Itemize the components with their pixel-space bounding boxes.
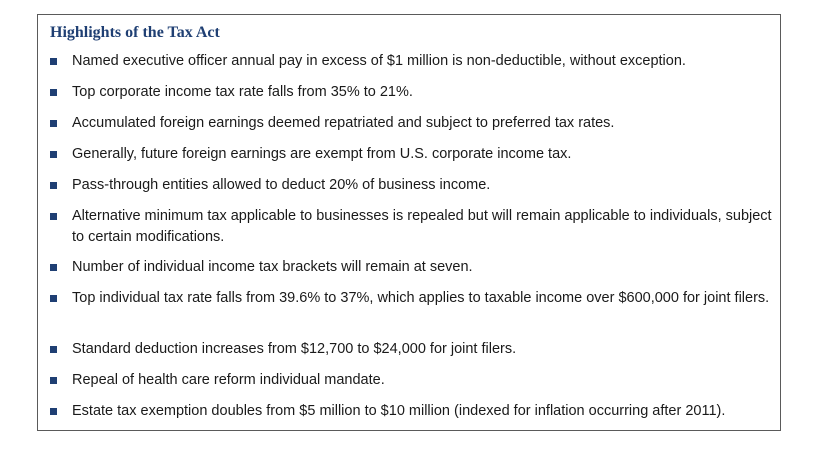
box-title: Highlights of the Tax Act — [50, 24, 220, 41]
list-item-text: Pass-through entities allowed to deduct 20% of business income. — [72, 177, 491, 193]
list-item — [50, 257, 774, 278]
square-bullet-icon — [50, 89, 57, 96]
list-item — [50, 51, 774, 72]
list-item-text: Number of individual income tax brackets will remain at seven. — [72, 259, 473, 275]
list-item — [50, 113, 774, 134]
list-item-text: Standard deduction increases from $12,700 to $24,000 for joint filers. — [72, 341, 517, 357]
list-item-text: Generally, future foreign earnings are exempt from U.S. corporate income tax. — [72, 146, 572, 162]
list-item — [50, 401, 774, 422]
list-item — [50, 288, 774, 309]
square-bullet-icon — [50, 408, 57, 415]
list-item-text: Named executive officer annual pay in excess of $1 million is non-deductible, without exception. — [72, 53, 686, 69]
list-item-text: Accumulated foreign earnings deemed repatriated and subject to preferred tax rates. — [72, 115, 615, 131]
square-bullet-icon — [50, 346, 57, 353]
square-bullet-icon — [50, 151, 57, 158]
square-bullet-icon — [50, 264, 57, 271]
square-bullet-icon — [50, 295, 57, 302]
list-item — [50, 206, 774, 248]
list-item — [50, 175, 774, 196]
list-item — [50, 82, 774, 103]
list-item-text: Estate tax exemption doubles from $5 million to $10 million (indexed for inflation occurring after 2011). — [72, 403, 726, 419]
list-item-text: Alternative minimum tax applicable to businesses is repealed but will remain applicable to individuals, subject to certain modifications. — [72, 208, 772, 245]
square-bullet-icon — [50, 377, 57, 384]
highlights-box — [37, 14, 781, 431]
list-item — [50, 370, 774, 391]
square-bullet-icon — [50, 213, 57, 220]
list-item-text: Top individual tax rate falls from 39.6% to 37%, which applies to taxable income over $600,000 for joint filers. — [72, 290, 770, 306]
list-item-text: Repeal of health care reform individual mandate. — [72, 372, 385, 388]
square-bullet-icon — [50, 120, 57, 127]
list-item-text: Top corporate income tax rate falls from 35% to 21%. — [72, 84, 413, 100]
square-bullet-icon — [50, 58, 57, 65]
square-bullet-icon — [50, 182, 57, 189]
list-item — [50, 339, 774, 360]
list-item — [50, 144, 774, 165]
